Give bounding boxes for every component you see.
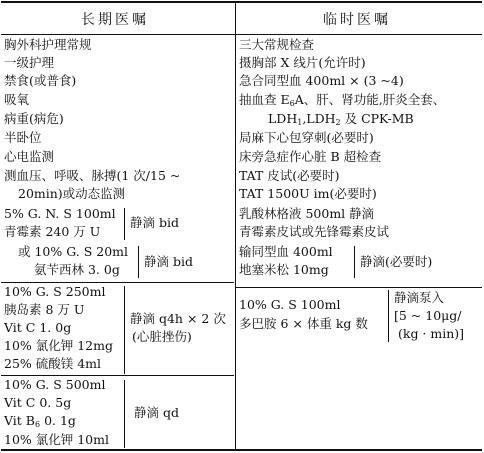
g3-top-rule	[1, 282, 234, 283]
header-divider	[1, 34, 482, 35]
header-temporary: 临时医嘱	[323, 12, 391, 28]
g2-note: 静滴 bid	[144, 254, 193, 269]
left-line-6: 半卧位	[4, 130, 42, 145]
g2-line-a: 或 10% G. S 20ml	[18, 244, 129, 259]
g3-line-e: 25% 硫酸镁 4ml	[4, 356, 102, 371]
left-line-4: 吸氧	[4, 92, 30, 107]
rg1-line-b: 地塞米松 10mg	[239, 262, 329, 277]
g3-line-c: Vit C 1. 0g	[4, 320, 72, 335]
right-line-3: 急合同型血 400ml × (3 ~4)	[239, 73, 404, 88]
right-line-9: TAT 1500U im(必要时)	[239, 186, 377, 201]
g4-line-c: Vit $B_6$ 0. 1g	[4, 413, 76, 429]
g3-bracket	[124, 286, 125, 374]
g1-line-a: 5% G. N. S 100ml	[4, 206, 116, 221]
right-line-5: $LDH_1,LDH_2$ 及 CPK-MB	[268, 111, 414, 127]
header-long-term: 长期医嘱	[81, 12, 149, 28]
right-line-4: 抽血查 $E_6A$、肝、肾功能,肝炎全套、	[239, 92, 446, 108]
left-line-1: 胸外科护理常规	[4, 37, 92, 52]
g3-note-1: 静滴 q4h × 2 次	[130, 311, 226, 326]
g2-line-b: 氨苄西林 3. 0g	[34, 262, 120, 277]
g4-top-rule	[1, 375, 234, 376]
rg1-note: 静滴(必要时)	[360, 254, 433, 269]
g4-note: 静滴 qd	[134, 405, 179, 420]
g4-line-b: Vit C 0. 5g	[4, 395, 72, 410]
g1-note: 静滴 bid	[130, 215, 179, 230]
rg2-note-1: 静滴泵入	[394, 290, 445, 305]
right-line-10: 乳酸林格液 500ml 静滴	[239, 206, 375, 221]
g4-bracket	[124, 380, 125, 448]
g4-line-d: 10% 氯化钾 10ml	[4, 432, 109, 447]
right-line-6: 局麻下心包穿刺(必要时)	[239, 130, 374, 145]
column-divider	[235, 3, 236, 449]
rg1-bracket	[354, 246, 355, 278]
g3-line-b: 胰岛素 8 万 U	[4, 302, 85, 317]
left-line-2: 一级护理	[4, 55, 55, 70]
g3-note-2: (心脏挫伤)	[132, 329, 192, 344]
rg2-note-2: [5 ~ 10μg/	[394, 308, 462, 323]
rg2-bracket	[388, 290, 389, 342]
g4-line-a: 10% G. S 500ml	[4, 377, 106, 392]
rg2-line-b: 多巴胺 6 × 体重 kg 数	[239, 316, 368, 331]
g3-line-a: 10% G. S 250ml	[4, 284, 106, 299]
left-line-3: 禁食(或普食)	[4, 73, 77, 88]
g2-bracket	[138, 246, 139, 278]
g1-bracket	[124, 208, 125, 240]
right-line-1: 三大常规检查	[239, 37, 315, 52]
left-line-8: 测血压、呼吸、脉搏(1 次/15 ~	[4, 168, 181, 183]
g3-line-d: 10% 氯化钾 12mg	[4, 338, 113, 353]
g1-line-b: 青霉素 240 万 U	[4, 224, 101, 239]
rg2-note-3: (kg · min)]	[398, 326, 465, 341]
right-line-8: TAT 皮试(必要时)	[239, 168, 340, 183]
left-line-7: 心电监测	[4, 149, 55, 164]
rg2-line-a: 10% G. S 100ml	[239, 297, 341, 312]
left-line-9: 20min)或动态监测	[18, 186, 126, 201]
left-line-5: 病重(病危)	[4, 111, 64, 126]
right-line-7: 床旁急症作心脏 B 超检查	[239, 149, 382, 164]
right-line-11: 青霉素皮试或先锋霉素皮试	[239, 224, 390, 239]
rg1-line-a: 输同型血 400ml	[239, 244, 333, 259]
right-line-2: 摄胸部 X 线片(允许时)	[239, 55, 366, 70]
rg2-top-rule	[235, 287, 482, 288]
